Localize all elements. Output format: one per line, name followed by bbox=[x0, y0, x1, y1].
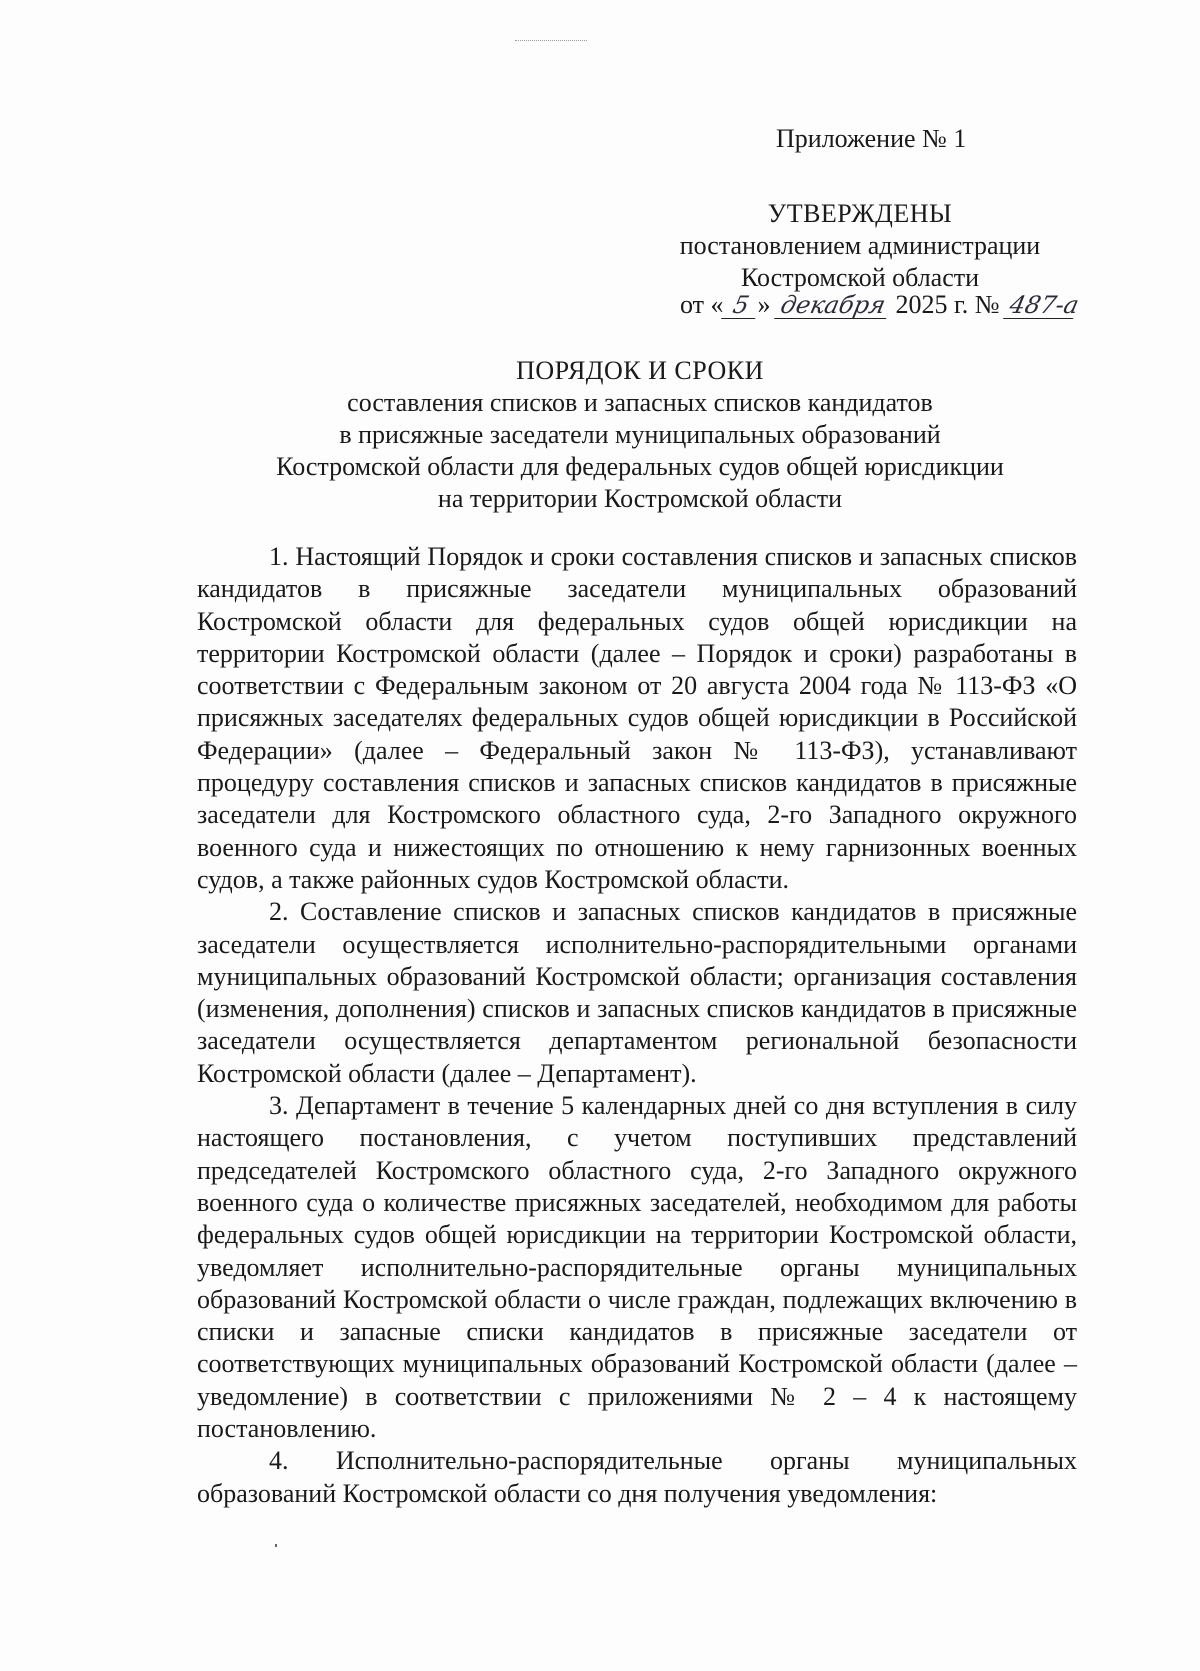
approved-heading: УТВЕРЖДЕНЫ bbox=[767, 199, 953, 228]
document-subtitle-line-2: в присяжные заседатели муниципальных образований bbox=[339, 420, 941, 449]
paragraph-4: 4. Исполнительно-распорядительные органы муниципальных образований Костромской области со дня получения уведомления: bbox=[197, 1446, 1077, 1508]
date-prefix: от « bbox=[680, 290, 724, 319]
handwritten-day: 5 bbox=[721, 292, 761, 319]
document-body bbox=[197, 541, 1077, 1510]
scan-artifact-dot bbox=[275, 1544, 277, 1547]
document-title-block bbox=[200, 355, 1080, 515]
date-year: 2025 г. № bbox=[895, 290, 1000, 319]
document-title: ПОРЯДОК И СРОКИ bbox=[516, 356, 764, 385]
appendix-label: Приложение № 1 bbox=[776, 124, 967, 153]
handwritten-month: декабря bbox=[774, 292, 892, 319]
approval-block bbox=[660, 198, 1060, 294]
scan-artifact bbox=[515, 40, 587, 43]
approved-by-line-1: постановлением администрации bbox=[679, 231, 1041, 260]
document-subtitle-line-1: составления списков и запасных списков кандидатов bbox=[347, 388, 933, 417]
decree-date-line bbox=[680, 290, 1082, 320]
document-subtitle-line-4: на территории Костромской области bbox=[437, 484, 843, 513]
paragraph-3: 3. Департамент в течение 5 календарных дней со дня вступления в силу настоящего постановления, с учетом поступивших представлений председателей Костромского областного суда, 2-го Западного окружного военного суда о количестве присяжных заседателей, необходимом для работы федеральных судов общей юрисдикции на территории Костромской области, уведомляет исполнительно-распорядительные органы муниципальных образований Костромской области о числе граждан, подлежащих включению в списки и запасные списки кандидатов в присяжные заседатели от соответствующих муниципальных образований Костромской области (далее – уведомление) в соответствии с приложениями № 2 – 4 к настоящему постановлению. bbox=[197, 1091, 1077, 1444]
document-subtitle-line-3: Костромской области для федеральных судов общей юрисдикции bbox=[276, 452, 1004, 481]
approved-by-line-2: Костромской области bbox=[740, 263, 980, 292]
paragraph-2: 2. Составление списков и запасных списков кандидатов в присяжные заседатели осуществляется исполнительно-распорядительными органами муниципальных образований Костромской области; организация составления (изменения, дополнения) списков и запасных списков кандидатов в присяжные заседатели осуществляется департаментом региональной безопасности Костромской области (далее – Департамент). bbox=[197, 897, 1077, 1088]
date-quote-close: » bbox=[757, 290, 771, 319]
handwritten-doc-number: 487-а bbox=[1003, 292, 1079, 319]
paragraph-1: 1. Настоящий Порядок и сроки составления списков и запасных списков кандидатов в присяжные заседатели муниципальных образований Костромской области для федеральных судов общей юрисдикции на территории Костромской области (далее – Порядок и сроки) разработаны в соответствии с Федеральным законом от 20 августа 2004 года № 113-ФЗ «О присяжных заседателях федеральных судов общей юрисдикции в Российской Федерации» (далее – Федеральный закон № 113-ФЗ), устанавливают процедуру составления списков и запасных списков кандидатов в присяжные заседатели для Костромского областного суда, 2-го Западного окружного военного суда и нижестоящих по отношению к нему гарнизонных военных судов, а также районных судов Костромской области. bbox=[197, 542, 1077, 894]
